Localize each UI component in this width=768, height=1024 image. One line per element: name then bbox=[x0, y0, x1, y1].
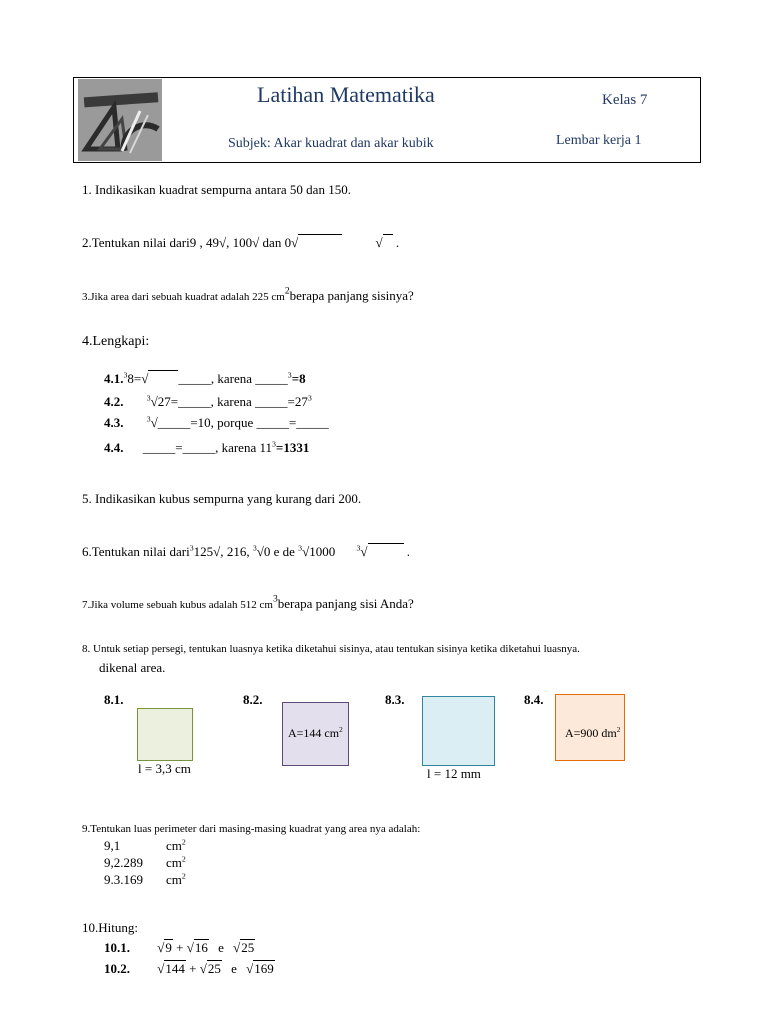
item-4-1: 4.1.$^3$8=√ _____, karena _____$^3$=8 bbox=[104, 370, 306, 386]
square-8-3-caption: l = 12 mm bbox=[427, 766, 481, 781]
question-8-line-2: dikenal area. bbox=[99, 660, 166, 675]
geometry-tools-image bbox=[78, 79, 162, 161]
item-9-3: 9.3.169 bbox=[104, 872, 143, 887]
subject-label: Subjek: Akar kuadrat dan akar kubik bbox=[228, 136, 434, 151]
item-8-3-label: 8.3. bbox=[385, 692, 405, 707]
item-8-1-label: 8.1. bbox=[104, 692, 124, 707]
question-1: 1. Indikasikan kuadrat sempurna antara 50 dan 150. bbox=[82, 182, 351, 197]
item-4-2: 4.2. $^3$√27=_____, karena $\_\_\_\_\_=27^3$ bbox=[104, 393, 312, 409]
question-3: 3.Jika area dari sebuah kuadrat adalah 225 $cm^2berapa$ panjang sisinya? bbox=[82, 285, 414, 303]
item-9-1-unit: $cm^2$ bbox=[166, 837, 186, 853]
square-8-1-caption: l = 3,3 cm bbox=[138, 761, 191, 776]
item-8-2-label: 8.2. bbox=[243, 692, 263, 707]
item-8-4-label: 8.4. bbox=[524, 692, 544, 707]
square-8-3 bbox=[422, 696, 495, 766]
question-2: 2.Tentukan nilai dari9 , 49√, 100√ dan 0√ √ . bbox=[82, 235, 400, 250]
item-9-1: 9,1 bbox=[104, 838, 121, 853]
question-4-title: 4.Lengkapi: bbox=[82, 334, 150, 349]
item-9-2: 9,2.289 bbox=[104, 855, 143, 870]
square-8-4-area: A=900 $dm^2$ bbox=[565, 726, 621, 740]
item-10-2: 10.2. √144 + √25 e √169 bbox=[104, 961, 274, 976]
question-8-line-1: 8. Untuk setiap persegi, tentukan luasnya ketika diketahui sisinya, atau tentukan sisinya ketika diketahui luasnya. bbox=[82, 643, 580, 655]
square-8-1 bbox=[137, 708, 193, 761]
question-7: 7.Jika volume sebuah kubus adalah 512 $cm^3berapa$ panjang sisi Anda? bbox=[82, 593, 414, 611]
worksheet-title: Latihan Matematika bbox=[257, 82, 435, 107]
question-10-title: 10.Hitung: bbox=[82, 920, 138, 935]
item-10-1: 10.1. √9 + √16 e √25 bbox=[104, 940, 255, 955]
item-9-3-unit: $cm^2$ bbox=[166, 871, 186, 887]
item-9-2-unit: $cm^2$ bbox=[166, 854, 186, 870]
question-5: 5. Indikasikan kubus sempurna yang kurang dari 200. bbox=[82, 491, 362, 506]
item-4-4: 4.4. _____=_____, karena $11^3=1331$ bbox=[104, 439, 310, 455]
square-8-2-area: A=144 $cm^2$ bbox=[288, 726, 343, 740]
sheet-label: Lembar kerja 1 bbox=[556, 133, 642, 148]
question-9-title: 9.Tentukan luas perimeter dari masing-masing kuadrat yang area nya adalah: bbox=[82, 823, 421, 835]
question-6: 6.Tentukan nilai dari$^3$125√, 216, $^3$√0 e de $^3$√1000 $^3$√ . bbox=[82, 543, 411, 559]
grade-label: Kelas 7 bbox=[602, 92, 648, 108]
item-4-3: 4.3. $^3$√_____=10, porque _____=_____ bbox=[104, 414, 329, 430]
